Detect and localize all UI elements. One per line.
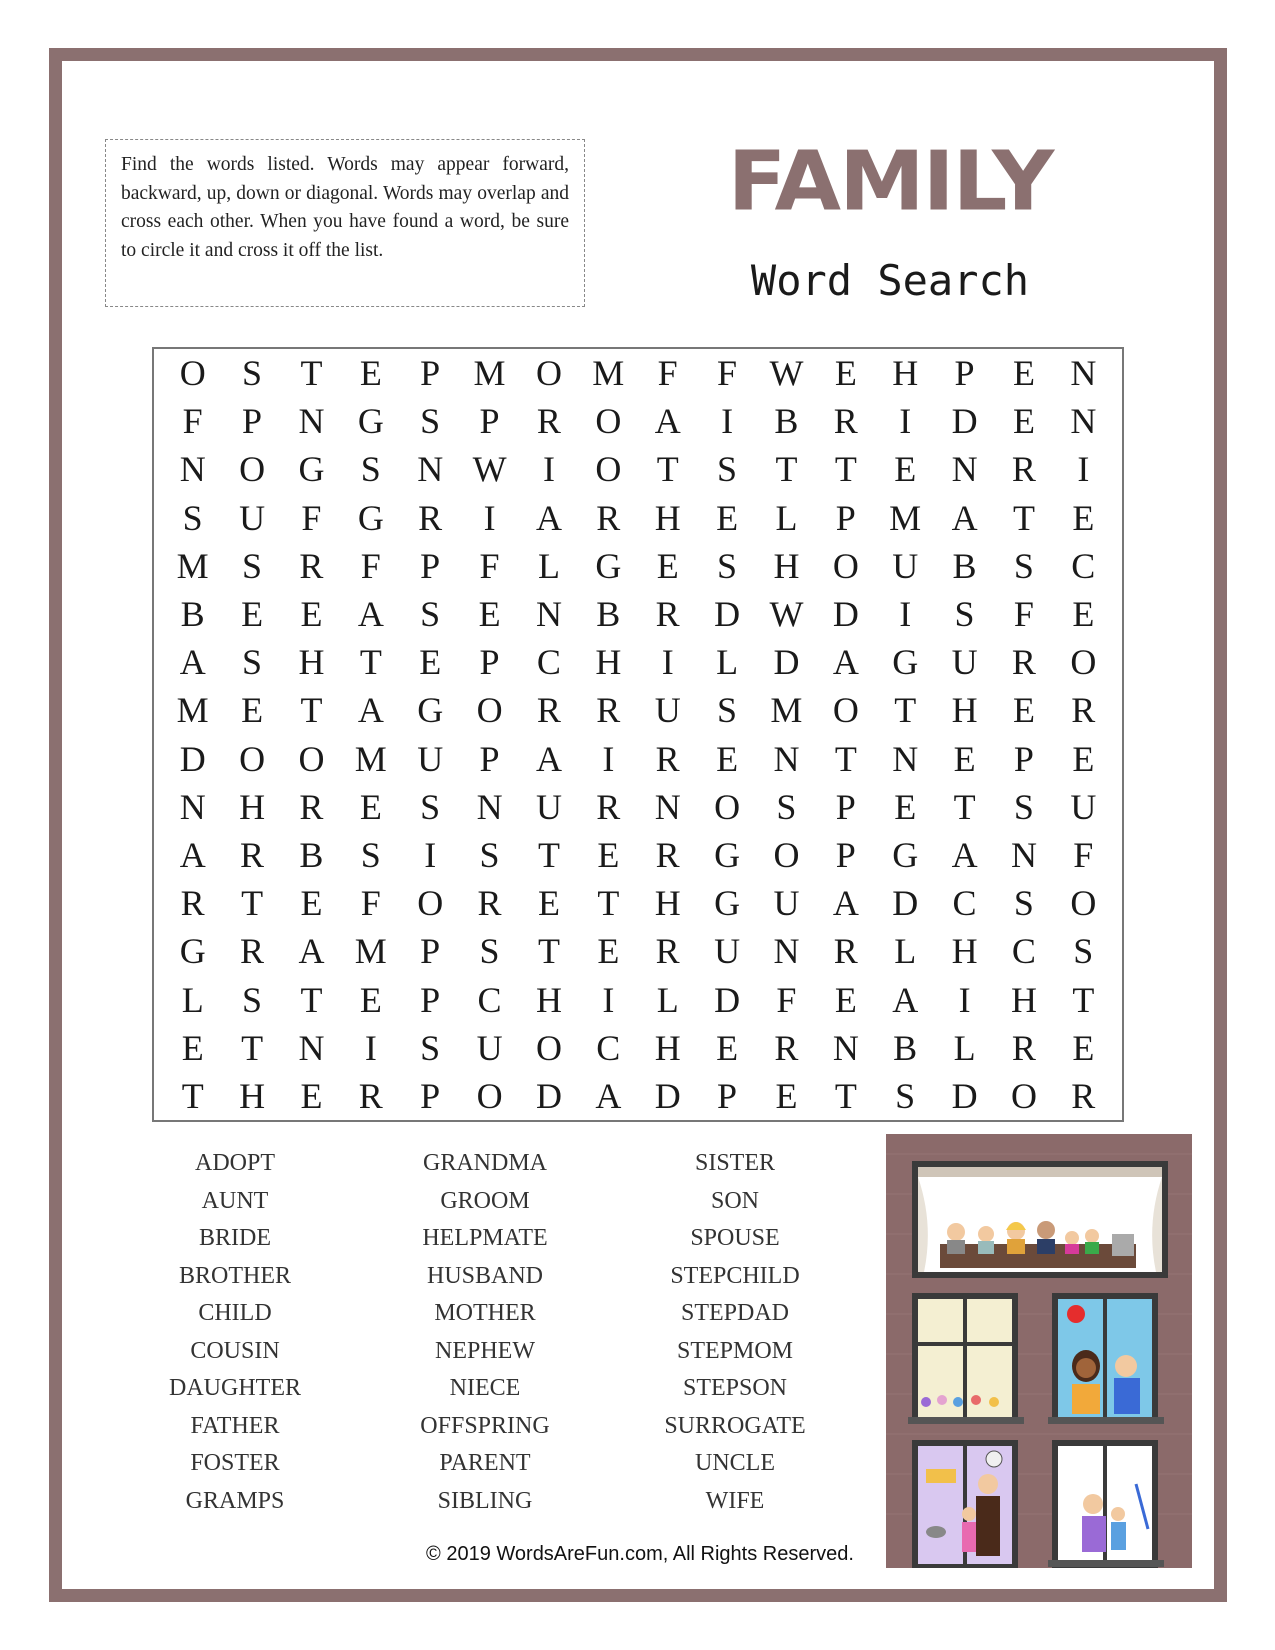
word-list-item: STEPSON (682, 1375, 788, 1401)
grid-letter[interactable]: A (832, 883, 859, 924)
grid-letter[interactable]: R (536, 401, 561, 442)
grid-letter[interactable]: P (479, 642, 500, 683)
grid-letter[interactable]: O (1070, 883, 1097, 924)
grid-letter[interactable]: N (773, 738, 800, 779)
grid-letter[interactable]: D (654, 1075, 681, 1116)
grid-letter[interactable]: E (241, 690, 264, 731)
grid-letter[interactable]: D (773, 642, 800, 683)
grid-letter[interactable]: H (298, 642, 325, 683)
word-list-item: NEPHEW (435, 1337, 535, 1364)
grid-letter[interactable]: E (775, 1075, 798, 1116)
grid-letter[interactable]: T (894, 690, 917, 731)
grid-letter[interactable]: T (537, 931, 560, 972)
grid-letter[interactable]: H (951, 690, 978, 731)
grid-letter[interactable]: P (717, 1075, 738, 1116)
grid-letter[interactable]: B (299, 834, 324, 875)
grid-letter[interactable]: R (358, 1075, 383, 1116)
grid-letter[interactable]: R (596, 786, 621, 827)
grid-letter[interactable]: E (953, 738, 976, 779)
grid-letter[interactable]: I (483, 497, 496, 538)
grid-letter[interactable]: T (181, 1075, 204, 1116)
word-list-item: MOTHER (434, 1300, 536, 1326)
letter-grid (152, 347, 1124, 1122)
grid-letter[interactable]: T (597, 883, 620, 924)
grid-letter[interactable]: N (892, 738, 919, 779)
grid-letter[interactable]: P (479, 738, 500, 779)
grid-letter[interactable]: E (894, 786, 917, 827)
grid-letter[interactable]: S (420, 401, 441, 442)
grid-letter[interactable]: T (359, 642, 382, 683)
grid-letter[interactable]: O (476, 690, 503, 731)
grid-letter[interactable]: T (241, 883, 264, 924)
grid-letter[interactable]: F (657, 353, 678, 394)
grid-letter[interactable]: O (535, 1027, 562, 1068)
grid-letter[interactable]: R (596, 690, 621, 731)
grid-letter[interactable]: L (775, 497, 798, 538)
grid-letter[interactable]: E (419, 642, 442, 683)
grid-letter[interactable]: S (420, 594, 441, 635)
grid-letter[interactable]: D (714, 594, 741, 635)
grid-letter[interactable]: H (773, 545, 800, 586)
grid-letter[interactable]: E (1012, 353, 1035, 394)
grid-letter[interactable]: S (954, 594, 975, 635)
grid-letter[interactable]: I (899, 401, 912, 442)
grid-letter[interactable]: C (1071, 545, 1096, 586)
grid-letter[interactable]: H (239, 1075, 266, 1116)
word-list-item: SON (710, 1187, 759, 1214)
word-list-item: OFFSPRING (420, 1412, 550, 1439)
grid-letter[interactable]: H (892, 353, 919, 394)
grid-letter[interactable]: O (476, 1075, 503, 1116)
grid-letter[interactable]: E (537, 883, 560, 924)
grid-letter[interactable]: O (773, 834, 800, 875)
grid-letter[interactable]: B (596, 594, 621, 635)
grid-letter[interactable]: W (769, 353, 804, 394)
grid-letter[interactable]: S (1013, 883, 1034, 924)
grid-letter[interactable]: H (654, 1027, 681, 1068)
grid-letter[interactable]: N (535, 594, 562, 635)
instructions-box: Find the words listed. Words may appear forward, backward, up, down or diagonal. Words may overlap and cross each other. When you have found a word, be sure to circle it and cross it off the list. (105, 139, 585, 307)
grid-letter[interactable]: P (835, 834, 856, 875)
grid-letter[interactable]: O (179, 353, 206, 394)
grid-letter[interactable]: F (360, 883, 381, 924)
grid-letter[interactable]: A (357, 690, 384, 731)
grid-letter[interactable]: E (241, 594, 264, 635)
grid-letter[interactable]: R (240, 834, 265, 875)
grid-letter[interactable]: S (242, 353, 263, 394)
grid-letter[interactable]: N (832, 1027, 859, 1068)
grid-letter[interactable]: S (717, 545, 738, 586)
word-list-item: HELPMATE (422, 1225, 548, 1251)
grid-letter[interactable]: E (834, 353, 857, 394)
grid-letter[interactable]: M (473, 353, 506, 394)
grid-letter[interactable]: I (721, 401, 734, 442)
grid-letter[interactable]: H (239, 786, 266, 827)
grid-letter[interactable]: G (714, 834, 741, 875)
grid-letter[interactable]: R (596, 497, 621, 538)
grid-letter[interactable]: P (479, 401, 500, 442)
grid-letter[interactable]: O (298, 738, 325, 779)
grid-letter[interactable]: E (834, 979, 857, 1020)
grid-letter[interactable]: H (654, 883, 681, 924)
word-list-item: STEPDAD (680, 1300, 789, 1326)
grid-letter[interactable]: R (299, 786, 324, 827)
word-list-item: GROOM (440, 1187, 530, 1214)
grid-letter[interactable]: B (774, 401, 799, 442)
grid-letter[interactable]: E (894, 449, 917, 490)
grid-letter[interactable]: M (354, 738, 387, 779)
grid-letter[interactable]: L (181, 979, 204, 1020)
grid-letter[interactable]: N (298, 1027, 325, 1068)
grid-letter[interactable]: R (655, 738, 680, 779)
grid-letter[interactable]: E (1072, 1027, 1095, 1068)
grid-letter[interactable]: E (359, 979, 382, 1020)
grid-letter[interactable]: L (656, 979, 679, 1020)
grid-letter[interactable]: R (833, 931, 858, 972)
grid-letter[interactable]: T (1072, 979, 1095, 1020)
word-list-item: COUSIN (190, 1337, 280, 1364)
grid-letter[interactable]: E (597, 834, 620, 875)
grid-letter[interactable]: G (417, 690, 444, 731)
grid-letter[interactable]: O (535, 353, 562, 394)
grid-letter[interactable]: T (300, 979, 323, 1020)
grid-letter[interactable]: S (242, 642, 263, 683)
grid-letter[interactable]: N (179, 786, 206, 827)
grid-letter[interactable]: R (240, 931, 265, 972)
grid-letter[interactable]: U (714, 931, 741, 972)
grid-letter[interactable]: I (958, 979, 971, 1020)
grid-letter[interactable]: E (1072, 594, 1095, 635)
grid-letter[interactable]: H (1010, 979, 1037, 1020)
grid-letter[interactable]: S (360, 834, 381, 875)
grid-letter[interactable]: M (889, 497, 922, 538)
grid-letter[interactable]: G (298, 449, 325, 490)
grid-letter[interactable]: I (542, 449, 555, 490)
grid-letter[interactable]: L (537, 545, 560, 586)
grid-letter[interactable]: S (717, 690, 738, 731)
grid-letter[interactable]: E (359, 353, 382, 394)
grid-letter[interactable]: T (775, 449, 798, 490)
grid-letter[interactable]: T (1012, 497, 1035, 538)
grid-letter[interactable]: S (479, 931, 500, 972)
page-title: FAMILY (727, 134, 1053, 230)
word-list-item: SISTER (694, 1150, 775, 1176)
grid-letter[interactable]: F (182, 401, 203, 442)
word-list-item: FOSTER (190, 1450, 280, 1476)
grid-letter[interactable]: O (239, 449, 266, 490)
grid-letter[interactable]: F (360, 545, 381, 586)
grid-letter[interactable]: E (359, 786, 382, 827)
apartment-building-illustration (886, 1134, 1192, 1568)
word-list-item: STEPCHILD (670, 1262, 800, 1289)
grid-letter[interactable]: U (476, 1027, 503, 1068)
grid-letter[interactable]: S (479, 834, 500, 875)
grid-letter[interactable]: C (952, 883, 977, 924)
grid-letter[interactable]: E (300, 594, 323, 635)
grid-letter[interactable]: T (656, 449, 679, 490)
grid-letter[interactable]: W (769, 594, 804, 635)
grid-letter[interactable]: H (595, 642, 622, 683)
grid-letter[interactable]: I (364, 1027, 377, 1068)
grid-letter[interactable]: P (835, 497, 856, 538)
grid-letter[interactable]: T (300, 690, 323, 731)
grid-letter[interactable]: S (776, 786, 797, 827)
grid-letter[interactable]: E (716, 738, 739, 779)
grid-letter[interactable]: F (717, 353, 738, 394)
grid-letter[interactable]: R (536, 690, 561, 731)
grid-letter[interactable]: O (1010, 1075, 1037, 1116)
grid-letter[interactable]: N (417, 449, 444, 490)
word-list-item: SIBLING (437, 1487, 533, 1514)
grid-letter[interactable]: H (654, 497, 681, 538)
word-list (110, 1145, 810, 1520)
word-list-item: ADOPT (194, 1150, 275, 1176)
grid-letter[interactable]: U (773, 883, 800, 924)
grid-letter[interactable]: F (776, 979, 797, 1020)
grid-letter[interactable]: G (892, 642, 919, 683)
grid-letter[interactable]: D (951, 1075, 978, 1116)
grid-letter[interactable]: O (1070, 642, 1097, 683)
grid-letter[interactable]: I (424, 834, 437, 875)
grid-letter[interactable]: M (176, 545, 209, 586)
grid-letter[interactable]: S (420, 1027, 441, 1068)
grid-letter[interactable]: L (716, 642, 739, 683)
grid-letter[interactable]: T (834, 738, 857, 779)
grid-letter[interactable]: C (1011, 931, 1036, 972)
grid-letter[interactable]: N (179, 449, 206, 490)
grid-letter[interactable]: B (180, 594, 205, 635)
grid-letter[interactable]: S (1013, 545, 1034, 586)
word-list-item: BROTHER (178, 1262, 291, 1289)
grid-letter[interactable]: C (596, 1027, 621, 1068)
grid-letter[interactable]: M (592, 353, 625, 394)
grid-letter[interactable]: O (714, 786, 741, 827)
grid-letter[interactable]: R (1011, 1027, 1036, 1068)
grid-letter[interactable]: U (1070, 786, 1097, 827)
grid-letter[interactable]: E (716, 1027, 739, 1068)
grid-letter[interactable]: E (300, 883, 323, 924)
grid-letter[interactable]: F (1073, 834, 1094, 875)
grid-letter[interactable]: E (716, 497, 739, 538)
grid-letter[interactable]: R (1071, 1075, 1096, 1116)
grid-letter[interactable]: W (472, 449, 507, 490)
word-list-item: STEPMOM (676, 1337, 794, 1364)
grid-letter[interactable]: R (299, 545, 324, 586)
grid-letter[interactable]: S (182, 497, 203, 538)
grid-letter[interactable]: A (892, 979, 919, 1020)
grid-letter[interactable]: S (242, 979, 263, 1020)
grid-letter[interactable]: D (832, 594, 859, 635)
grid-letter[interactable]: R (833, 401, 858, 442)
grid-letter[interactable]: A (179, 834, 206, 875)
grid-letter[interactable]: N (1070, 401, 1097, 442)
grid-letter[interactable]: U (951, 642, 978, 683)
grid-letter[interactable]: O (832, 545, 859, 586)
grid-letter[interactable]: S (1073, 931, 1094, 972)
grid-letter[interactable]: A (951, 497, 978, 538)
word-list-item: CHILD (198, 1300, 272, 1326)
grid-letter[interactable]: H (535, 979, 562, 1020)
grid-letter[interactable]: I (602, 738, 615, 779)
grid-letter[interactable]: A (179, 642, 206, 683)
grid-letter[interactable]: S (242, 545, 263, 586)
word-list-item: FATHER (190, 1412, 280, 1439)
grid-letter[interactable]: D (892, 883, 919, 924)
grid-letter[interactable]: R (655, 834, 680, 875)
grid-letter[interactable]: N (476, 786, 503, 827)
grid-letter[interactable]: A (832, 642, 859, 683)
grid-letter[interactable]: I (661, 642, 674, 683)
grid-letter[interactable]: P (954, 353, 975, 394)
grid-letter[interactable]: R (1011, 642, 1036, 683)
grid-letter[interactable]: I (899, 594, 912, 635)
grid-letter[interactable]: F (1013, 594, 1034, 635)
grid-letter[interactable]: U (239, 497, 266, 538)
word-list-item: SURROGATE (664, 1412, 806, 1439)
word-list-item: AUNT (201, 1187, 269, 1214)
grid-letter[interactable]: S (420, 786, 441, 827)
grid-letter[interactable]: D (951, 401, 978, 442)
grid-letter[interactable]: O (595, 449, 622, 490)
grid-letter[interactable]: T (537, 834, 560, 875)
grid-letter[interactable]: P (242, 401, 263, 442)
grid-letter[interactable]: N (1070, 353, 1097, 394)
grid-letter[interactable]: C (477, 979, 502, 1020)
grid-letter[interactable]: N (1010, 834, 1037, 875)
grid-letter[interactable]: C (536, 642, 561, 683)
grid-letter[interactable]: G (714, 883, 741, 924)
grid-letter[interactable]: A (654, 401, 681, 442)
grid-letter[interactable]: M (770, 690, 803, 731)
grid-letter[interactable]: A (298, 931, 325, 972)
word-list-item: HUSBAND (426, 1262, 543, 1289)
grid-letter[interactable]: A (535, 497, 562, 538)
grid-letter[interactable]: M (354, 931, 387, 972)
grid-letter[interactable]: O (832, 690, 859, 731)
word-list-item: UNCLE (695, 1450, 775, 1476)
grid-letter[interactable]: R (418, 497, 443, 538)
grid-letter[interactable]: E (181, 1027, 204, 1068)
grid-letter[interactable]: U (535, 786, 562, 827)
grid-letter[interactable]: T (834, 449, 857, 490)
grid-letter[interactable]: R (477, 883, 502, 924)
grid-letter[interactable]: F (479, 545, 500, 586)
grid-letter[interactable]: D (714, 979, 741, 1020)
grid-letter[interactable]: E (597, 931, 620, 972)
grid-letter[interactable]: G (595, 545, 622, 586)
grid-letter[interactable]: P (420, 353, 441, 394)
word-list-item: PARENT (439, 1450, 531, 1476)
grid-letter[interactable]: E (300, 1075, 323, 1116)
grid-letter[interactable]: R (1071, 690, 1096, 731)
grid-letter[interactable]: O (417, 883, 444, 924)
grid-letter[interactable]: E (478, 594, 501, 635)
grid-letter[interactable]: T (300, 353, 323, 394)
grid-letter[interactable]: B (893, 1027, 918, 1068)
grid-letter[interactable]: P (1013, 738, 1034, 779)
grid-letter[interactable]: R (180, 883, 205, 924)
grid-letter[interactable]: I (1077, 449, 1090, 490)
grid-letter[interactable]: H (951, 931, 978, 972)
grid-letter[interactable]: G (357, 401, 384, 442)
grid-letter[interactable]: N (654, 786, 681, 827)
grid-letter[interactable]: E (1072, 497, 1095, 538)
grid-letter[interactable]: A (357, 594, 384, 635)
grid-letter[interactable]: S (717, 449, 738, 490)
grid-letter[interactable]: E (1012, 401, 1035, 442)
grid-letter[interactable]: P (835, 786, 856, 827)
grid-letter[interactable]: L (894, 931, 917, 972)
grid-letter[interactable]: N (298, 401, 325, 442)
grid-letter[interactable]: O (239, 738, 266, 779)
grid-letter[interactable]: F (301, 497, 322, 538)
grid-letter[interactable]: P (420, 931, 441, 972)
grid-letter[interactable]: E (656, 545, 679, 586)
grid-letter[interactable]: N (951, 449, 978, 490)
grid-letter[interactable]: R (655, 931, 680, 972)
grid-letter[interactable]: A (595, 1075, 622, 1116)
grid-letter[interactable]: P (420, 545, 441, 586)
grid-letter[interactable]: I (602, 979, 615, 1020)
grid-letter[interactable]: R (655, 594, 680, 635)
grid-letter[interactable]: M (176, 690, 209, 731)
grid-letter[interactable]: L (953, 1027, 976, 1068)
grid-letter[interactable]: D (179, 738, 206, 779)
grid-letter[interactable]: U (654, 690, 681, 731)
grid-letter[interactable]: T (241, 1027, 264, 1068)
word-list-item: GRANDMA (422, 1150, 547, 1176)
grid-letter[interactable]: U (417, 738, 444, 779)
grid-letter[interactable]: T (834, 1075, 857, 1116)
copyright-footer: © 2019 WordsAreFun.com, All Rights Reserved. (426, 1543, 854, 1565)
grid-letter[interactable]: O (595, 401, 622, 442)
grid-letter[interactable]: N (773, 931, 800, 972)
word-list-item: GRAMPS (185, 1487, 285, 1514)
word-list-item: DAUGHTER (169, 1375, 301, 1401)
grid-letter[interactable]: R (1011, 449, 1036, 490)
word-list-item: SPOUSE (690, 1225, 780, 1251)
grid-letter[interactable]: S (895, 1075, 916, 1116)
grid-letter[interactable]: T (953, 786, 976, 827)
grid-letter[interactable]: E (1072, 738, 1095, 779)
grid-letter[interactable]: D (535, 1075, 562, 1116)
grid-letter[interactable]: B (952, 545, 977, 586)
grid-letter[interactable]: G (179, 931, 206, 972)
page-subtitle: Word Search (750, 256, 1030, 305)
word-list-item: NIECE (449, 1375, 521, 1401)
grid-letter[interactable]: S (1013, 786, 1034, 827)
grid-letter[interactable]: A (951, 834, 978, 875)
grid-letter[interactable]: R (774, 1027, 799, 1068)
grid-letter[interactable]: A (535, 738, 562, 779)
grid-letter[interactable]: G (892, 834, 919, 875)
grid-letter[interactable]: G (357, 497, 384, 538)
grid-letter[interactable]: U (892, 545, 919, 586)
grid-letter[interactable]: P (420, 979, 441, 1020)
word-list-item: WIFE (705, 1487, 765, 1514)
grid-letter[interactable]: S (360, 449, 381, 490)
grid-letter[interactable]: E (1012, 690, 1035, 731)
word-list-item: BRIDE (199, 1225, 271, 1251)
grid-letter[interactable]: P (420, 1075, 441, 1116)
